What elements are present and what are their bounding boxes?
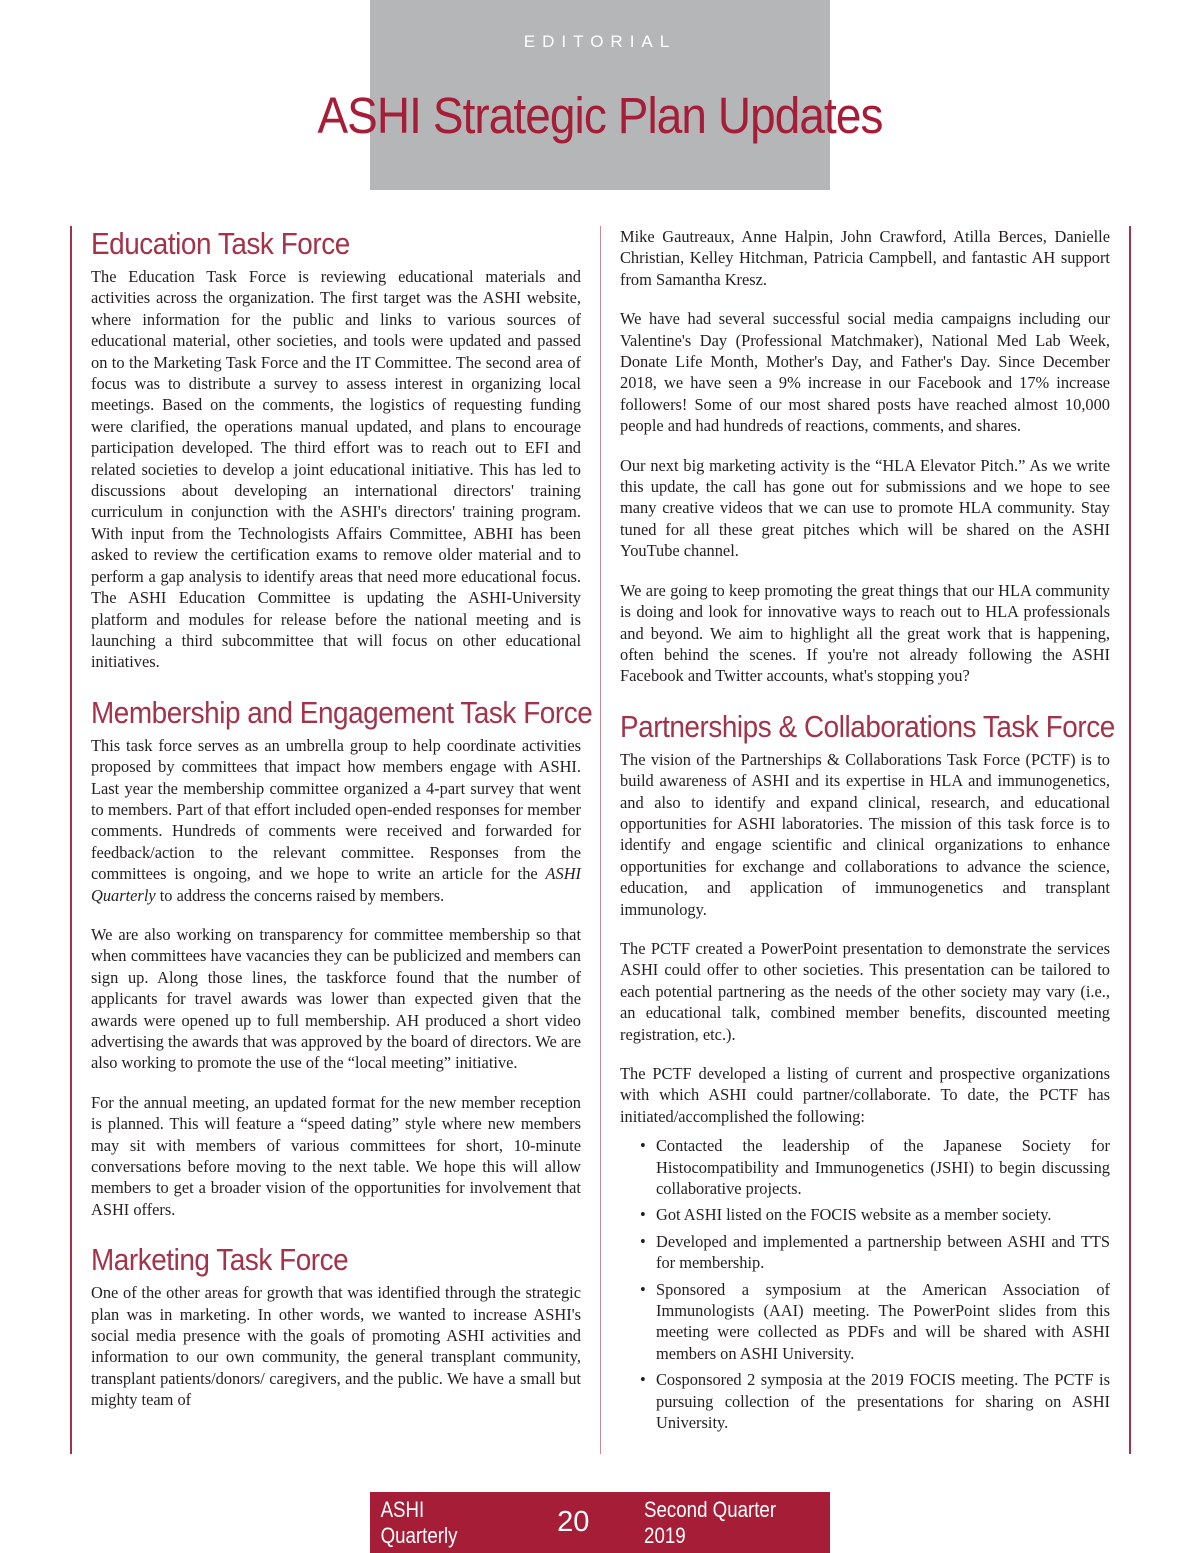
publication-name: ASHI Quarterly — [91, 864, 581, 905]
education-heading: Education Task Force — [91, 226, 350, 261]
marketing-paragraph-4: We are going to keep promoting the great things that our HLA community is doing and look for innovative ways to reach out to HLA professionals and beyond. We aim to highlight all the great work that is happening, often behind the scenes. If you're not already following the ASHI Facebook and Twitter accounts, what's stopping you? — [620, 580, 1110, 686]
partnerships-heading: Partnerships & Collaborations Task Force — [620, 708, 1115, 744]
list-item: • Got ASHI listed on the FOCIS website as a member society. — [634, 1204, 1110, 1225]
partnerships-paragraph-1: The vision of the Partnerships & Collaborations Task Force (PCTF) is to build awareness of ASHI and its expertise in HLA and immunogenetics, and also to identify and expand clinical, research, and educational opportunities for ASHI laboratories. The mission of this task force is to identify and engage scientific and clinical organizations to enhance opportunities for exchange and collaborations to advance the science, education, and application of immunogenetics and transplant immunology. — [620, 749, 1110, 919]
left-column — [70, 226, 593, 1454]
membership-p1-text: This task force serves as an umbrella group to help coordinate activities proposed by committees that impact how members engage with ASHI. Last year the membership committee organized a 4-part survey that went to members. Part of that effort included open-ended responses for member comments. Hundreds of comments were received and forwarded for feedback/action to the relevant committee. Responses from the committees is ongoing, and we hope to write an article for the — [91, 735, 581, 884]
partnerships-paragraph-3: The PCTF developed a listing of current and prospective organizations with which ASHI could partner/collaborate. To date, the PCTF has initiated/accomplished the following: — [620, 1064, 1110, 1126]
list-item: • Sponsored a symposium at the American Association of Immunologists (AAI) meeting. The PowerPoint slides from this meeting were collected as PDFs and will be shared with ASHI members on ASHI University. — [634, 1279, 1110, 1365]
list-item: • Developed and implemented a partnership between ASHI and TTS for membership. — [634, 1231, 1110, 1274]
marketing-heading: Marketing Task Force — [91, 1242, 349, 1278]
page-title: ASHI Strategic Plan Updates — [317, 87, 883, 144]
membership-p1-end: to address the concerns raised by members. — [155, 885, 445, 905]
right-column — [600, 226, 1131, 1454]
education-paragraph: The Education Task Force is reviewing educational materials and activities across the organization. The first target was the ASHI website, where information for the public and links to various sources of educational material, other societies, and tools were updated and passed on to the Marketing Task Force and the IT Committee. The second area of focus was to distribute a survey to assess interest in organizing local meetings. Based on the comments, the logistics of requesting funding were clarified, the operations manual updated, and plans to encourage participation developed. The third effort was to reach out to EFI and related societies to develop a joint educational initiative. This has led to discussions about developing an international directors' training curriculum in conjunction with the ASHI's directors' training program. With input from the Technologists Affairs Committee, ABHI has been asked to review the certification exams to remove older material and to perform a gap analysis to identify areas that need more educational focus. The ASHI Education Committee is updating the ASHI-University platform and modules for release before the national meeting and is launching a third subcommittee that will focus on other educational initiatives. — [91, 267, 581, 672]
marketing-paragraph-2: We have had several successful social media campaigns including our Valentine's Day (Professional Matchmaker), National Med Lab Week, Donate Life Month, Mother's Day, and Father's Day. Since December 2018, we have seen a 9% increase in our Facebook and 17% increase followers! Some of our most shared posts have reached almost 10,000 people and had hundreds of reactions, comments, and shares. — [620, 309, 1110, 436]
section-kicker: EDITORIAL — [523, 32, 677, 51]
marketing-paragraph-1: One of the other areas for growth that was identified through the strategic plan was in marketing. In other words, we wanted to increase ASHI's social media presence with the goals of promoting ASHI activities and information to our own community, the general transplant community, transplant patients/donors/ caregivers, and the public. We have a small but mighty team of — [91, 1283, 581, 1410]
partnerships-paragraph-2: The PCTF created a PowerPoint presentation to demonstrate the services ASHI could offer to other societies. This presentation can be tailored to each potential partnering as the needs of the other society may vary (i.e., an educational talk, combined member benefits, discounted meeting registration, etc.). — [620, 938, 1110, 1044]
accomplishments-list — [620, 1135, 1110, 1433]
list-item: • Contacted the leadership of the Japanese Society for Histocompatibility and Immunogenetics (JSHI) to begin discussing collaborative projects. — [634, 1135, 1110, 1199]
marketing-paragraph-1-continued: Mike Gautreaux, Anne Halpin, John Crawford, Atilla Berces, Danielle Christian, Kelley Hitchman, Patricia Campbell, and fantastic AH support from Samantha Kresz. — [620, 227, 1110, 289]
membership-heading: Membership and Engagement Task Force — [91, 694, 593, 730]
footer-issue: Second Quarter 2019 — [644, 1496, 777, 1548]
membership-paragraph-3: For the annual meeting, an updated format for the new member reception is planned. This will feature a “speed dating” style where new members may sit with members of various committees for short, 10-minute conversations before moving to the next table. We hope this will allow members to get a broader vision of the opportunities for involvement that ASHI offers. — [91, 1092, 581, 1219]
marketing-paragraph-3: Our next big marketing activity is the “HLA Elevator Pitch.” As we write this update, the call has gone out for submissions and we hope to see many creative videos that we can use to promote HLA community. Stay tuned for all these great pitches which will be shared on the ASHI YouTube channel. — [620, 455, 1110, 561]
membership-paragraph-1 — [91, 735, 581, 906]
list-item: • Cosponsored 2 symposia at the 2019 FOCIS meeting. The PCTF is pursuing collection of the presentations for sharing on ASHI University. — [634, 1369, 1110, 1433]
footer-bar — [370, 1492, 830, 1553]
membership-paragraph-2: We are also working on transparency for committee membership so that when committees have vacancies they can be publicized and members can sign up. Along those lines, the taskforce found that the number of applicants for travel awards was lower than expected given that the awards were opened up to full membership. AH produced a short video advertising the awards that was approved by the board of directors. We are also working to promote the use of the “local meeting” initiative. — [91, 924, 581, 1073]
footer-publication: ASHI Quarterly — [380, 1496, 458, 1548]
page-number: 20 — [557, 1506, 590, 1538]
